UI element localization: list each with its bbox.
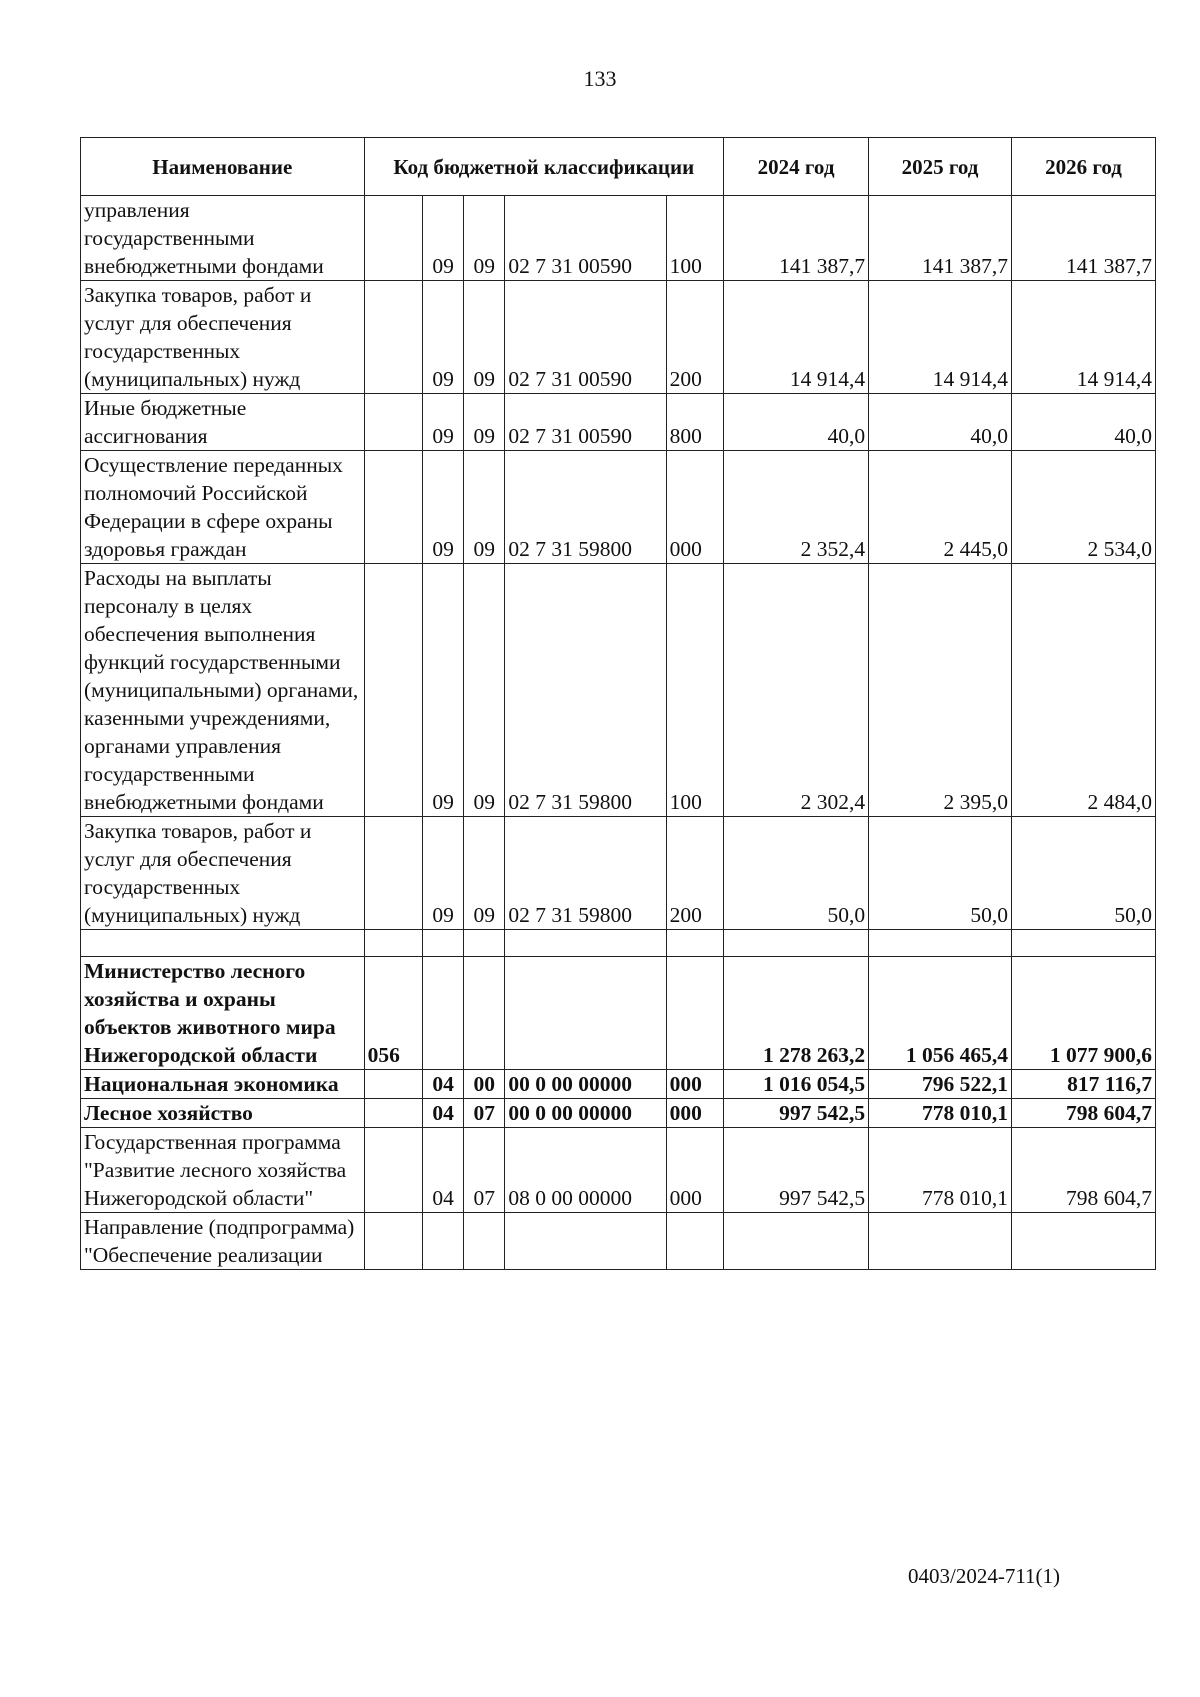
- row-name: Лесное хозяйство: [81, 1099, 365, 1128]
- row-vr: [666, 1213, 723, 1270]
- row-name: Расходы на выплаты персоналу в целях обеспечения выполнения функций государственными (муниципальными) органами, казенными учреждениями, органами управления государственными внебюджетными фондами: [81, 564, 365, 817]
- row-2024: 1 016 054,5: [724, 1070, 869, 1099]
- row-pr: 09: [464, 281, 505, 394]
- row-2024: 141 387,7: [724, 196, 869, 281]
- row-name: Закупка товаров, работ и услуг для обеспечения государственных (муниципальных) нужд: [81, 817, 365, 930]
- row-name: Направление (подпрограмма) "Обеспечение реализации: [81, 1213, 365, 1270]
- row-csr: [505, 957, 666, 1070]
- row-2025: 141 387,7: [869, 196, 1012, 281]
- row-2024: 40,0: [724, 394, 869, 451]
- row-rz: [423, 1213, 464, 1270]
- row-name: Министерство лесного хозяйства и охраны объектов животного мира Нижегородской области: [81, 957, 365, 1070]
- table-row: [81, 281, 1156, 394]
- row-rz: 09: [423, 451, 464, 564]
- row-adm: 056: [364, 957, 422, 1070]
- row-2026: 50,0: [1011, 817, 1155, 930]
- document-number: 0403/2024-711(1): [908, 1564, 1061, 1588]
- row-2025: 2 395,0: [869, 564, 1012, 817]
- row-pr: 09: [464, 564, 505, 817]
- row-vr: 000: [666, 1070, 723, 1099]
- row-csr: 02 7 31 00590: [505, 196, 666, 281]
- header-name: Наименование: [81, 138, 365, 196]
- row-pr: [464, 957, 505, 1070]
- empty-row: [81, 930, 1156, 957]
- row-rz: 09: [423, 817, 464, 930]
- row-vr: 200: [666, 281, 723, 394]
- row-vr: 100: [666, 564, 723, 817]
- row-2026: 40,0: [1011, 394, 1155, 451]
- row-2025: 2 445,0: [869, 451, 1012, 564]
- row-2026: 798 604,7: [1011, 1099, 1155, 1128]
- row-pr: [464, 1213, 505, 1270]
- row-name: Иные бюджетные ассигнования: [81, 394, 365, 451]
- row-name: Закупка товаров, работ и услуг для обеспечения государственных (муниципальных) нужд: [81, 281, 365, 394]
- row-csr: 02 7 31 59800: [505, 817, 666, 930]
- row-vr: 100: [666, 196, 723, 281]
- page-number: 133: [583, 66, 617, 91]
- row-2024: 50,0: [724, 817, 869, 930]
- table-row: [81, 394, 1156, 451]
- row-2024: 2 352,4: [724, 451, 869, 564]
- table-row: [81, 564, 1156, 817]
- row-2024: [724, 1213, 869, 1270]
- row-adm: [364, 1099, 422, 1128]
- row-vr: 000: [666, 1128, 723, 1213]
- row-2025: 40,0: [869, 394, 1012, 451]
- row-vr: 200: [666, 817, 723, 930]
- header-2026: 2026 год: [1011, 138, 1155, 196]
- row-rz: [423, 957, 464, 1070]
- row-adm: [364, 1213, 422, 1270]
- table-row: [81, 196, 1156, 281]
- row-2024: 2 302,4: [724, 564, 869, 817]
- row-pr: 09: [464, 451, 505, 564]
- row-adm: [364, 196, 422, 281]
- table-row: [81, 1070, 1156, 1099]
- row-adm: [364, 281, 422, 394]
- row-name: Государственная программа "Развитие лесного хозяйства Нижегородской области": [81, 1128, 365, 1213]
- table-row: [81, 1099, 1156, 1128]
- row-2026: 141 387,7: [1011, 196, 1155, 281]
- row-rz: 09: [423, 281, 464, 394]
- row-adm: [364, 1128, 422, 1213]
- table-header-row: [81, 138, 1156, 196]
- row-vr: [666, 957, 723, 1070]
- row-pr: 00: [464, 1070, 505, 1099]
- row-rz: 04: [423, 1099, 464, 1128]
- row-pr: 09: [464, 817, 505, 930]
- table-row: [81, 1128, 1156, 1213]
- row-2026: 14 914,4: [1011, 281, 1155, 394]
- row-2024: 997 542,5: [724, 1128, 869, 1213]
- row-2026: 2 534,0: [1011, 451, 1155, 564]
- row-csr: 00 0 00 00000: [505, 1070, 666, 1099]
- header-2025: 2025 год: [869, 138, 1012, 196]
- row-pr: 09: [464, 394, 505, 451]
- row-vr: 800: [666, 394, 723, 451]
- budget-table: [80, 137, 1156, 1270]
- row-2026: 1 077 900,6: [1011, 957, 1155, 1070]
- row-rz: 09: [423, 564, 464, 817]
- header-2024: 2024 год: [724, 138, 869, 196]
- row-vr: 000: [666, 451, 723, 564]
- row-2024: 14 914,4: [724, 281, 869, 394]
- row-rz: 09: [423, 196, 464, 281]
- row-adm: [364, 451, 422, 564]
- row-2025: 50,0: [869, 817, 1012, 930]
- row-2025: 1 056 465,4: [869, 957, 1012, 1070]
- row-2024: 1 278 263,2: [724, 957, 869, 1070]
- row-vr: 000: [666, 1099, 723, 1128]
- row-rz: 09: [423, 394, 464, 451]
- row-rz: 04: [423, 1070, 464, 1099]
- row-csr: 00 0 00 00000: [505, 1099, 666, 1128]
- row-2025: 778 010,1: [869, 1099, 1012, 1128]
- row-2025: 778 010,1: [869, 1128, 1012, 1213]
- row-name: Осуществление переданных полномочий Российской Федерации в сфере охраны здоровья граждан: [81, 451, 365, 564]
- row-2026: 2 484,0: [1011, 564, 1155, 817]
- row-2025: 14 914,4: [869, 281, 1012, 394]
- row-2026: 798 604,7: [1011, 1128, 1155, 1213]
- row-2026: 817 116,7: [1011, 1070, 1155, 1099]
- row-rz: 04: [423, 1128, 464, 1213]
- row-name: Национальная экономика: [81, 1070, 365, 1099]
- row-csr: 02 7 31 59800: [505, 564, 666, 817]
- row-pr: 09: [464, 196, 505, 281]
- table-row: [81, 451, 1156, 564]
- row-name: управления государственными внебюджетными фондами: [81, 196, 365, 281]
- table-row: [81, 1213, 1156, 1270]
- table-row: [81, 957, 1156, 1070]
- row-adm: [364, 564, 422, 817]
- row-2024: 997 542,5: [724, 1099, 869, 1128]
- row-adm: [364, 1070, 422, 1099]
- header-code: Код бюджетной классификации: [364, 138, 723, 196]
- row-2026: [1011, 1213, 1155, 1270]
- row-csr: 02 7 31 00590: [505, 281, 666, 394]
- row-csr: [505, 1213, 666, 1270]
- row-2025: 796 522,1: [869, 1070, 1012, 1099]
- row-adm: [364, 817, 422, 930]
- row-pr: 07: [464, 1128, 505, 1213]
- table-row: [81, 817, 1156, 930]
- row-pr: 07: [464, 1099, 505, 1128]
- row-2025: [869, 1213, 1012, 1270]
- row-adm: [364, 394, 422, 451]
- row-csr: 02 7 31 00590: [505, 394, 666, 451]
- row-csr: 02 7 31 59800: [505, 451, 666, 564]
- row-csr: 08 0 00 00000: [505, 1128, 666, 1213]
